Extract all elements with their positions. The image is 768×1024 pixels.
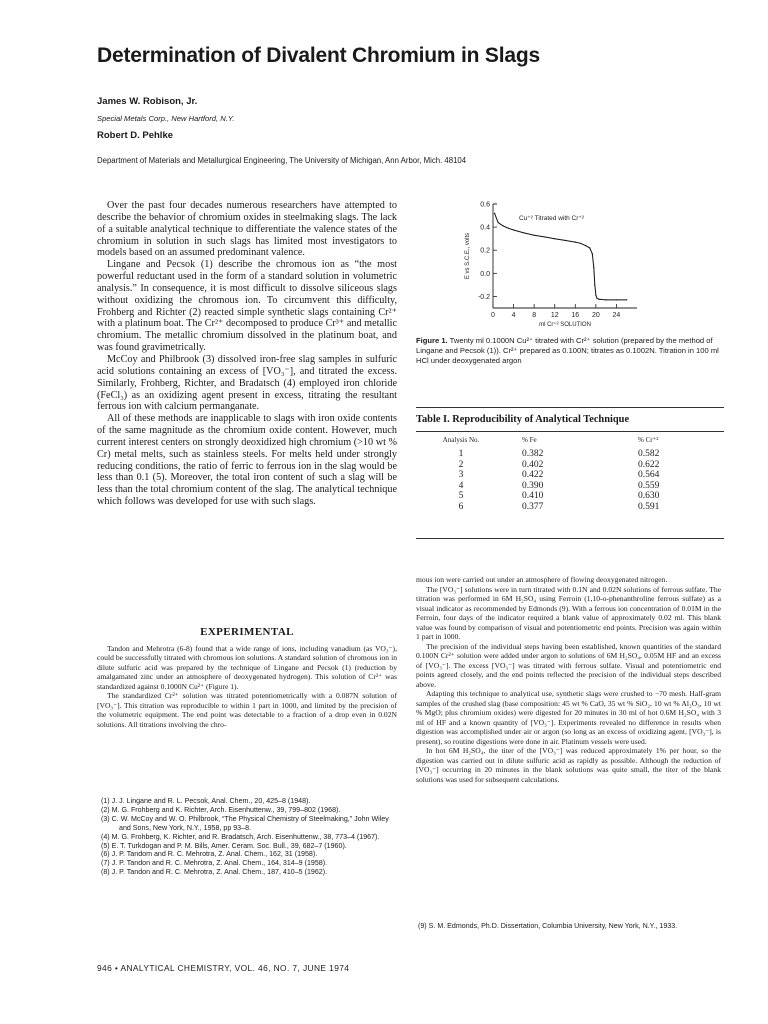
x-tick-label: 0	[491, 312, 495, 319]
column-header: Analysis No.	[442, 436, 480, 444]
y-tick-label: -0.2	[477, 293, 490, 301]
table-cell: 0.582	[638, 449, 660, 459]
x-axis-label: ml Cr⁺² SOLUTION	[539, 322, 591, 328]
titration-chart	[455, 196, 645, 332]
table-header-rule	[416, 431, 724, 432]
x-tick-label: 8	[532, 312, 537, 319]
table-top-rule	[416, 407, 724, 408]
experimental-paragraph: Tandon and Mehrotra (6-8) found that a wide range of ions, including vanadium (as VO₃⁻), could be successfully titrated with chromous ion solutions. A standard solution of chromous ion in dilute sulfuric acid was prepared by the technique of Lingane and Pecsok (1) (reduction by amalgamated zinc under an atmosphere of deoxygenated hydrogen). This solution of Cr²⁺ was standardized against 0.1000N Cu²⁺ (Figure 1).	[97, 644, 397, 691]
intro-paragraph: Over the past four decades numerous researchers have attempted to describe the behavior of chromium oxides in steelmaking slags. The lack of a suitable analytical technique to differentiate the valence states of the chromium in solution in such slags has limited most investigators to models based on an assumed predominant valence.	[97, 200, 397, 259]
body-paragraph: mous ion were carried out under an atmosphere of flowing deoxygenated nitrogen.	[416, 575, 668, 584]
table-cell: 0.422	[522, 470, 544, 480]
curve-point	[592, 253, 593, 254]
table-cell: 0.559	[638, 480, 660, 491]
curve-point	[534, 235, 535, 236]
table-cell: 0.630	[638, 491, 660, 501]
table-bottom-rule	[416, 538, 724, 539]
table-row	[416, 502, 724, 513]
reference-item: (6) J. P. Tandom and R. C. Mehrotra, Z. Anal. Chem., 162, 31 (1958).	[101, 850, 318, 859]
table-cell: 0.382	[522, 449, 544, 459]
table-row	[416, 491, 724, 502]
curve-point	[589, 247, 590, 248]
department: Department of Materials and Metallurgical Engineering, The University of Michigan, Ann Arbor, Mich. 48104	[97, 156, 467, 165]
curve-point	[508, 228, 509, 229]
curve-point	[626, 299, 627, 300]
table-cell: 0.564	[638, 470, 660, 480]
table-title: Table I. Reproducibility of Analytical Technique	[416, 414, 630, 425]
affiliation-1: Special Metals Corp., New Hartford, N.Y.	[97, 114, 235, 123]
y-axis-label: E vs S.C.E., volts	[465, 232, 471, 280]
reference-item: (2) M. G. Frohberg and K. Richter, Arch. Eisenhuttenw., 39, 799–802 (1968).	[101, 805, 341, 814]
curve-point	[498, 222, 499, 223]
curve-point	[544, 236, 545, 237]
y-tick-label: 0.0	[480, 270, 490, 278]
references-right	[418, 922, 723, 931]
author-1: James W. Robison, Jr.	[97, 96, 198, 107]
reference-item: (8) J. P. Tandon and R. C. Mehrotra, Z. Anal. Chem., 187, 410–5 (1962).	[101, 868, 328, 877]
reference-item: (3) C. W. McCoy and W. O. Philbrook, “The Physical Chemistry of Steelmaking,” John Wiley and Sons, New York, N.Y., 1958, pp 93–8.	[101, 814, 389, 832]
table-cell: 3	[458, 470, 464, 480]
body-paragraph: In hot 6M H₂SO₄, the titer of the [VO₃⁻] was reduced approximately 1% per hour, so the digestion was carried out in dilute sulfuric acid as rapidly as possible. Although the reduction of [VO₃⁻] occurring in 20 minutes in the blank solutions was quite small, the titer of the blank solutions was used for subsequent calculations.	[416, 746, 721, 784]
intro-column	[97, 200, 397, 508]
table-row	[416, 470, 724, 481]
table-cell: 2	[458, 459, 464, 470]
right-column	[416, 575, 721, 784]
x-tick-label: 16	[571, 312, 580, 319]
curve-point	[564, 240, 565, 241]
reference-item: (9) S. M. Edmonds, Ph.D. Dissertation, Columbia University, New York, N.Y., 1933.	[418, 922, 678, 930]
table-cell: 0.377	[522, 501, 544, 512]
page-footer: 946 • ANALYTICAL CHEMISTRY, VOL. 46, NO. 7, JUNE 1974	[97, 963, 350, 973]
experimental-column	[97, 644, 397, 729]
table-cell: 0.622	[638, 459, 660, 470]
column-header: % Fe	[522, 436, 537, 444]
curve-point	[596, 298, 597, 299]
figure-label: Figure 1.	[416, 336, 448, 345]
curve-point	[575, 242, 576, 243]
body-paragraph: The precision of the individual steps having been established, known quantities of the standard 0.100N Cr²⁺ solution were added under argon to solutions of 6M H₂SO₄, 0.05M HF and an excess of [VO₃⁻]. The excess [VO₃⁻] was titrated with ferrous sulfate. Visual and potentiometric end points agreed closely, and the end points reflected the precision of the individual steps described above.	[416, 641, 721, 689]
curve-point	[616, 299, 617, 300]
x-tick-label: 24	[612, 312, 621, 319]
curve-point	[503, 225, 504, 226]
reproducibility-table	[416, 433, 724, 512]
curve-point	[554, 238, 555, 239]
table-cell: 1	[458, 449, 464, 459]
body-paragraph: Adapting this technique to analytical use, synthetic slags were crushed to −70 mesh. Half-gram samples of the crushed slag (base composition: 45 wt % CaO, 35 wt % SiO₂, 10 wt % Al₂O₃, 10 wt % MgO; plus chromium oxides) were digested for 20 minutes in 30 ml of hot 0.6M H₂SO₄ with 3 ml of HF and a known quantity of [VO₃⁻]. Experiments revealed no difference in results when digestion was accomplished under air or argon (so long as an excess of oxidizing agent, [VO₃⁻], is present), so routine digestions were done in air. Platinum vessels were used.	[416, 689, 721, 746]
references-left	[101, 797, 391, 877]
author-2: Robert D. Pehlke	[97, 130, 174, 141]
curve-point	[593, 267, 594, 268]
table-cell: 6	[458, 501, 464, 512]
curve-point	[494, 213, 495, 214]
x-tick-label: 4	[511, 312, 516, 319]
reference-item: (5) E. T. Turkdogan and P. M. Bills, Amer. Ceram. Soc. Bull., 39, 682–7 (1960).	[101, 841, 347, 850]
figure-caption	[416, 336, 724, 366]
table-cell: 5	[458, 491, 464, 501]
intro-paragraph: All of these methods are inapplicable to slags with iron oxide contents of the same magnitude as the chromium oxide content. However, much current interest centers on strongly deoxidized high chromium (>10 wt % Cr) metal melts, such as stainless steels. For melts held under strongly reducing conditions, the ratio of ferric to ferrous ion in the slag would be less than 0.1 (5). Moreover, the total iron content of such a slag will be less than the total chromium content of the slag. The analytical technique which follows was developed for use with such slags.	[97, 413, 397, 508]
titration-curve	[495, 213, 627, 300]
curve-point	[598, 299, 599, 300]
table-row	[416, 460, 724, 471]
intro-paragraph: Lingane and Pecsok (1) describe the chromous ion as “the most powerful reductant used in the form of a standard solution in volumetric analysis.” In consequence, it is most difficult to dissolve siliceous slags without oxidizing the chromous ion. To circumvent this difficulty, Frohberg and Richter (2) reacted simple synthetic slags containing Cr²⁺ with a platinum boat. The Cr²⁺ decomposed to produce Cr³⁺ and metallic chromium. The metallic chromium dissolved in the platinum boat, and was found gravimetrically.	[97, 259, 397, 354]
curve-point	[513, 229, 514, 230]
curve-point	[585, 245, 586, 246]
reference-item: (4) M. G. Frohberg, K. Richter, and R. Bradatsch, Arch. Eisenhuttenw., 38, 773–4 (1967).	[101, 832, 380, 841]
curve-point	[595, 295, 596, 296]
table-row	[416, 481, 724, 492]
experimental-heading: EXPERIMENTAL	[200, 626, 294, 638]
paper-title: Determination of Divalent Chromium in Slags	[97, 44, 540, 67]
table-header-row	[416, 433, 724, 449]
chart-title: Cu⁺² Titrated with Cr⁺²	[519, 215, 585, 222]
column-header: % Cr⁺²	[638, 436, 659, 444]
table-cell: 0.390	[522, 480, 544, 491]
curve-point	[580, 243, 581, 244]
x-tick-label: 20	[591, 312, 600, 319]
intro-paragraph: McCoy and Philbrook (3) dissolved iron-free slag samples in sulfuric acid solutions containing an excess of [VO₃⁻], and titrated the excess. Similarly, Frohberg, Richter, and Bradatsch (4) employed iron chloride (FeCl₃) as an oxidizing agent present in excess, titrating the resultant ferrous ion with calcium permanganate.	[97, 353, 397, 413]
table-cell: 0.591	[638, 501, 660, 512]
y-tick-label: 0.2	[480, 247, 490, 255]
y-tick-label: 0.6	[480, 201, 490, 209]
figure-caption-text: Twenty ml 0.1000N Cu²⁺ titrated with Cr²⁺ solution (prepared by the method of Lingane and Pecsok (1)). Cr²⁺ prepared as 0.100N; titrates as 0.1002N. Titration in 100 ml HCl under deoxygenated argon	[416, 336, 719, 365]
x-tick-label: 12	[550, 312, 559, 319]
reference-item: (7) J. P. Tandon and R. C. Mehrotra, Z. Anal. Chem., 164, 314–9 (1958).	[101, 859, 328, 868]
table-cell: 0.402	[522, 459, 544, 470]
chart-plot	[465, 202, 637, 329]
curve-point	[594, 284, 595, 285]
table-row	[416, 449, 724, 460]
curve-point	[606, 299, 607, 300]
table-cell: 0.410	[522, 491, 544, 501]
body-paragraph: The [VO₃⁻] solutions were in turn titrated with 0.1N and 0.02N solutions of ferrous sulfate. The titration was performed in 6M H₂SO₄ using Ferroin (1,10-o-phenanthroline ferrous sulfate) as a visual indicator as recommended by Edmonds (9). With a ferrous ion concentration of 0.01M in the Ferroin, four days of the indicator required a blank value of approximately 0.02 ml. This blank value was found by comparison of visual and potentiometric end points. Precision was again within 1 part in 1000.	[416, 584, 721, 641]
reference-item: (1) J. J. Lingane and R. L. Pecsok, Anal. Chem., 20, 425–8 (1948).	[101, 797, 311, 805]
table-cell: 4	[458, 480, 464, 491]
y-tick-label: 0.4	[480, 224, 490, 232]
experimental-paragraph: The standardized Cr²⁺ solution was titrated potentiometrically with a 0.087N solution of [VO₃⁻]. This titration was reproducible to within 1 part in 1000, and limited by the precision of the volumetric equipment. The end point was detectable to a fraction of a drop even in 0.02N solutions. All titrations involving the chro-	[97, 691, 397, 729]
curve-point	[523, 232, 524, 233]
